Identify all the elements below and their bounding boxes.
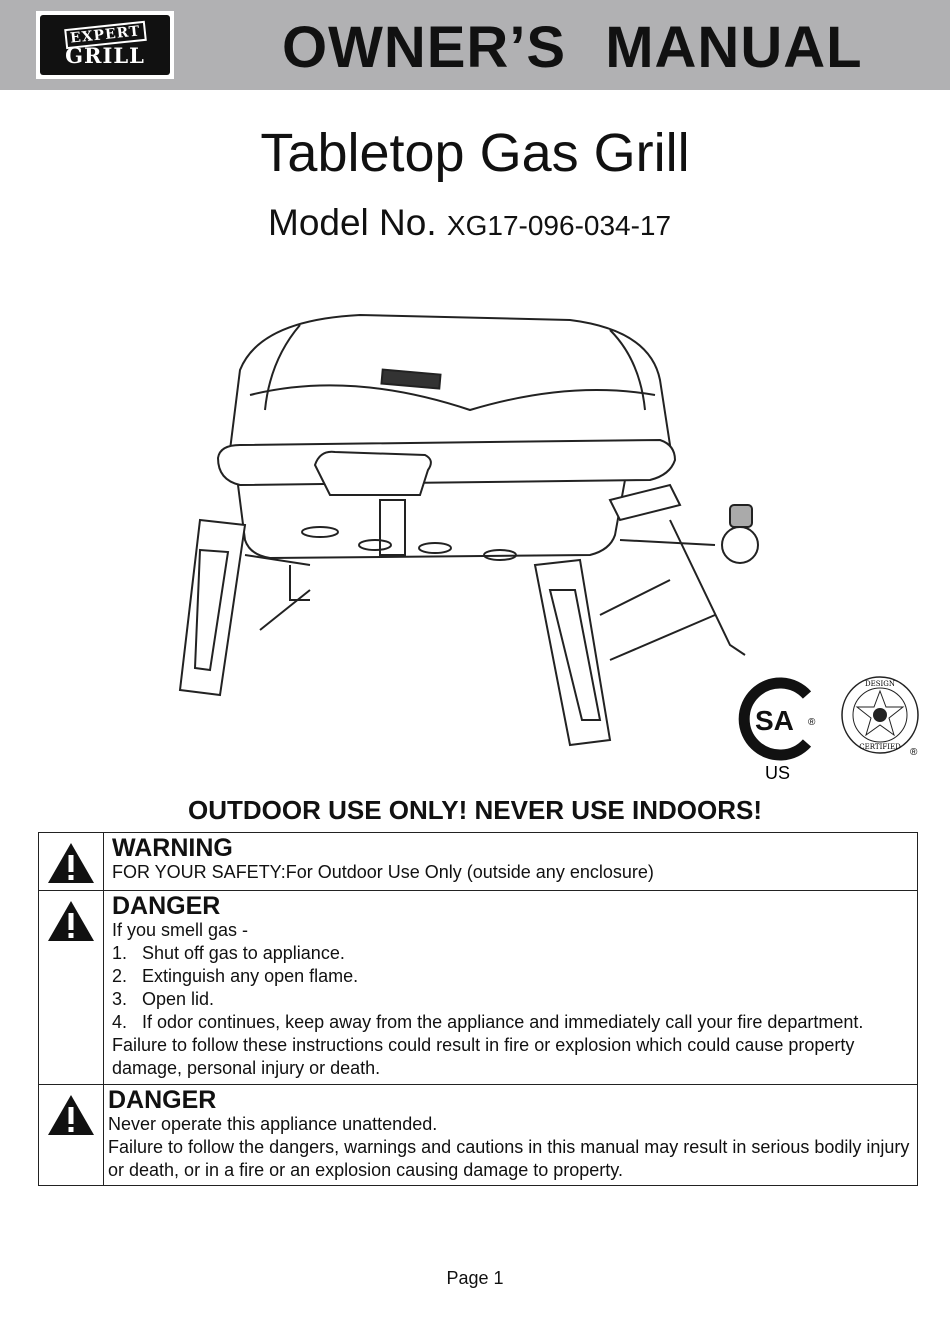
certification-marks: [735, 675, 935, 785]
header-bar: [0, 0, 950, 90]
danger-row-unattended: [39, 1085, 918, 1186]
csa-mark: [744, 683, 816, 783]
danger-text: Failure to follow the dangers, warnings and cautions in this manual may result in serious bodily injury or death, or in a fire or an explosion causing damage to property.: [108, 1137, 910, 1180]
manual-title: OWNER’S MANUAL: [282, 15, 863, 80]
safety-warnings-table: [38, 832, 918, 1186]
danger-heading: DANGER: [108, 1086, 217, 1114]
warning-row: [39, 833, 918, 891]
model-label: Model No.: [268, 202, 437, 243]
product-title: Tabletop Gas Grill: [260, 123, 690, 183]
danger-footer: Failure to follow these instructions could result in fire or explosion which could cause property damage, personal injury or death.: [112, 1035, 855, 1078]
warning-triangle-icon: [46, 841, 96, 885]
model-number: [268, 202, 671, 244]
danger-step: 1. Shut off gas to appliance.: [112, 943, 345, 963]
svg-text:SA: SA: [755, 705, 794, 736]
danger-heading: DANGER: [112, 892, 221, 920]
csa-us-label: US: [765, 763, 791, 783]
grill-illustration: [170, 300, 760, 760]
danger-step: 3. Open lid.: [112, 989, 215, 1009]
danger-text: Never operate this appliance unattended.: [108, 1114, 438, 1134]
expert-grill-logo: [36, 11, 174, 79]
warning-text: FOR YOUR SAFETY:For Outdoor Use Only (outside any enclosure): [112, 862, 654, 882]
danger-intro: If you smell gas -: [112, 920, 249, 940]
outdoor-use-notice: OUTDOOR USE ONLY! NEVER USE INDOORS!: [188, 795, 762, 825]
danger-step: 2. Extinguish any open flame.: [112, 966, 359, 986]
warning-triangle-icon: [46, 1093, 96, 1137]
warning-triangle-icon: [46, 899, 96, 943]
model-value: XG17-096-034-17: [446, 210, 672, 241]
danger-step: 4. If odor continues, keep away from the appliance and immediately call your fire department.: [112, 1012, 864, 1032]
seal-top-text: DESIGN: [865, 680, 895, 688]
warning-heading: WARNING: [112, 834, 233, 862]
danger-row-gas: [39, 891, 918, 1085]
logo-line2: GRILL: [65, 43, 145, 68]
svg-text:®: ®: [808, 717, 816, 728]
seal-bottom-text: CERTIFIED: [859, 743, 901, 751]
logo-line1: EXPERT: [64, 21, 146, 49]
design-certified-seal: [842, 677, 918, 758]
page-number: Page 1: [446, 1268, 504, 1288]
svg-text:®: ®: [910, 747, 918, 758]
